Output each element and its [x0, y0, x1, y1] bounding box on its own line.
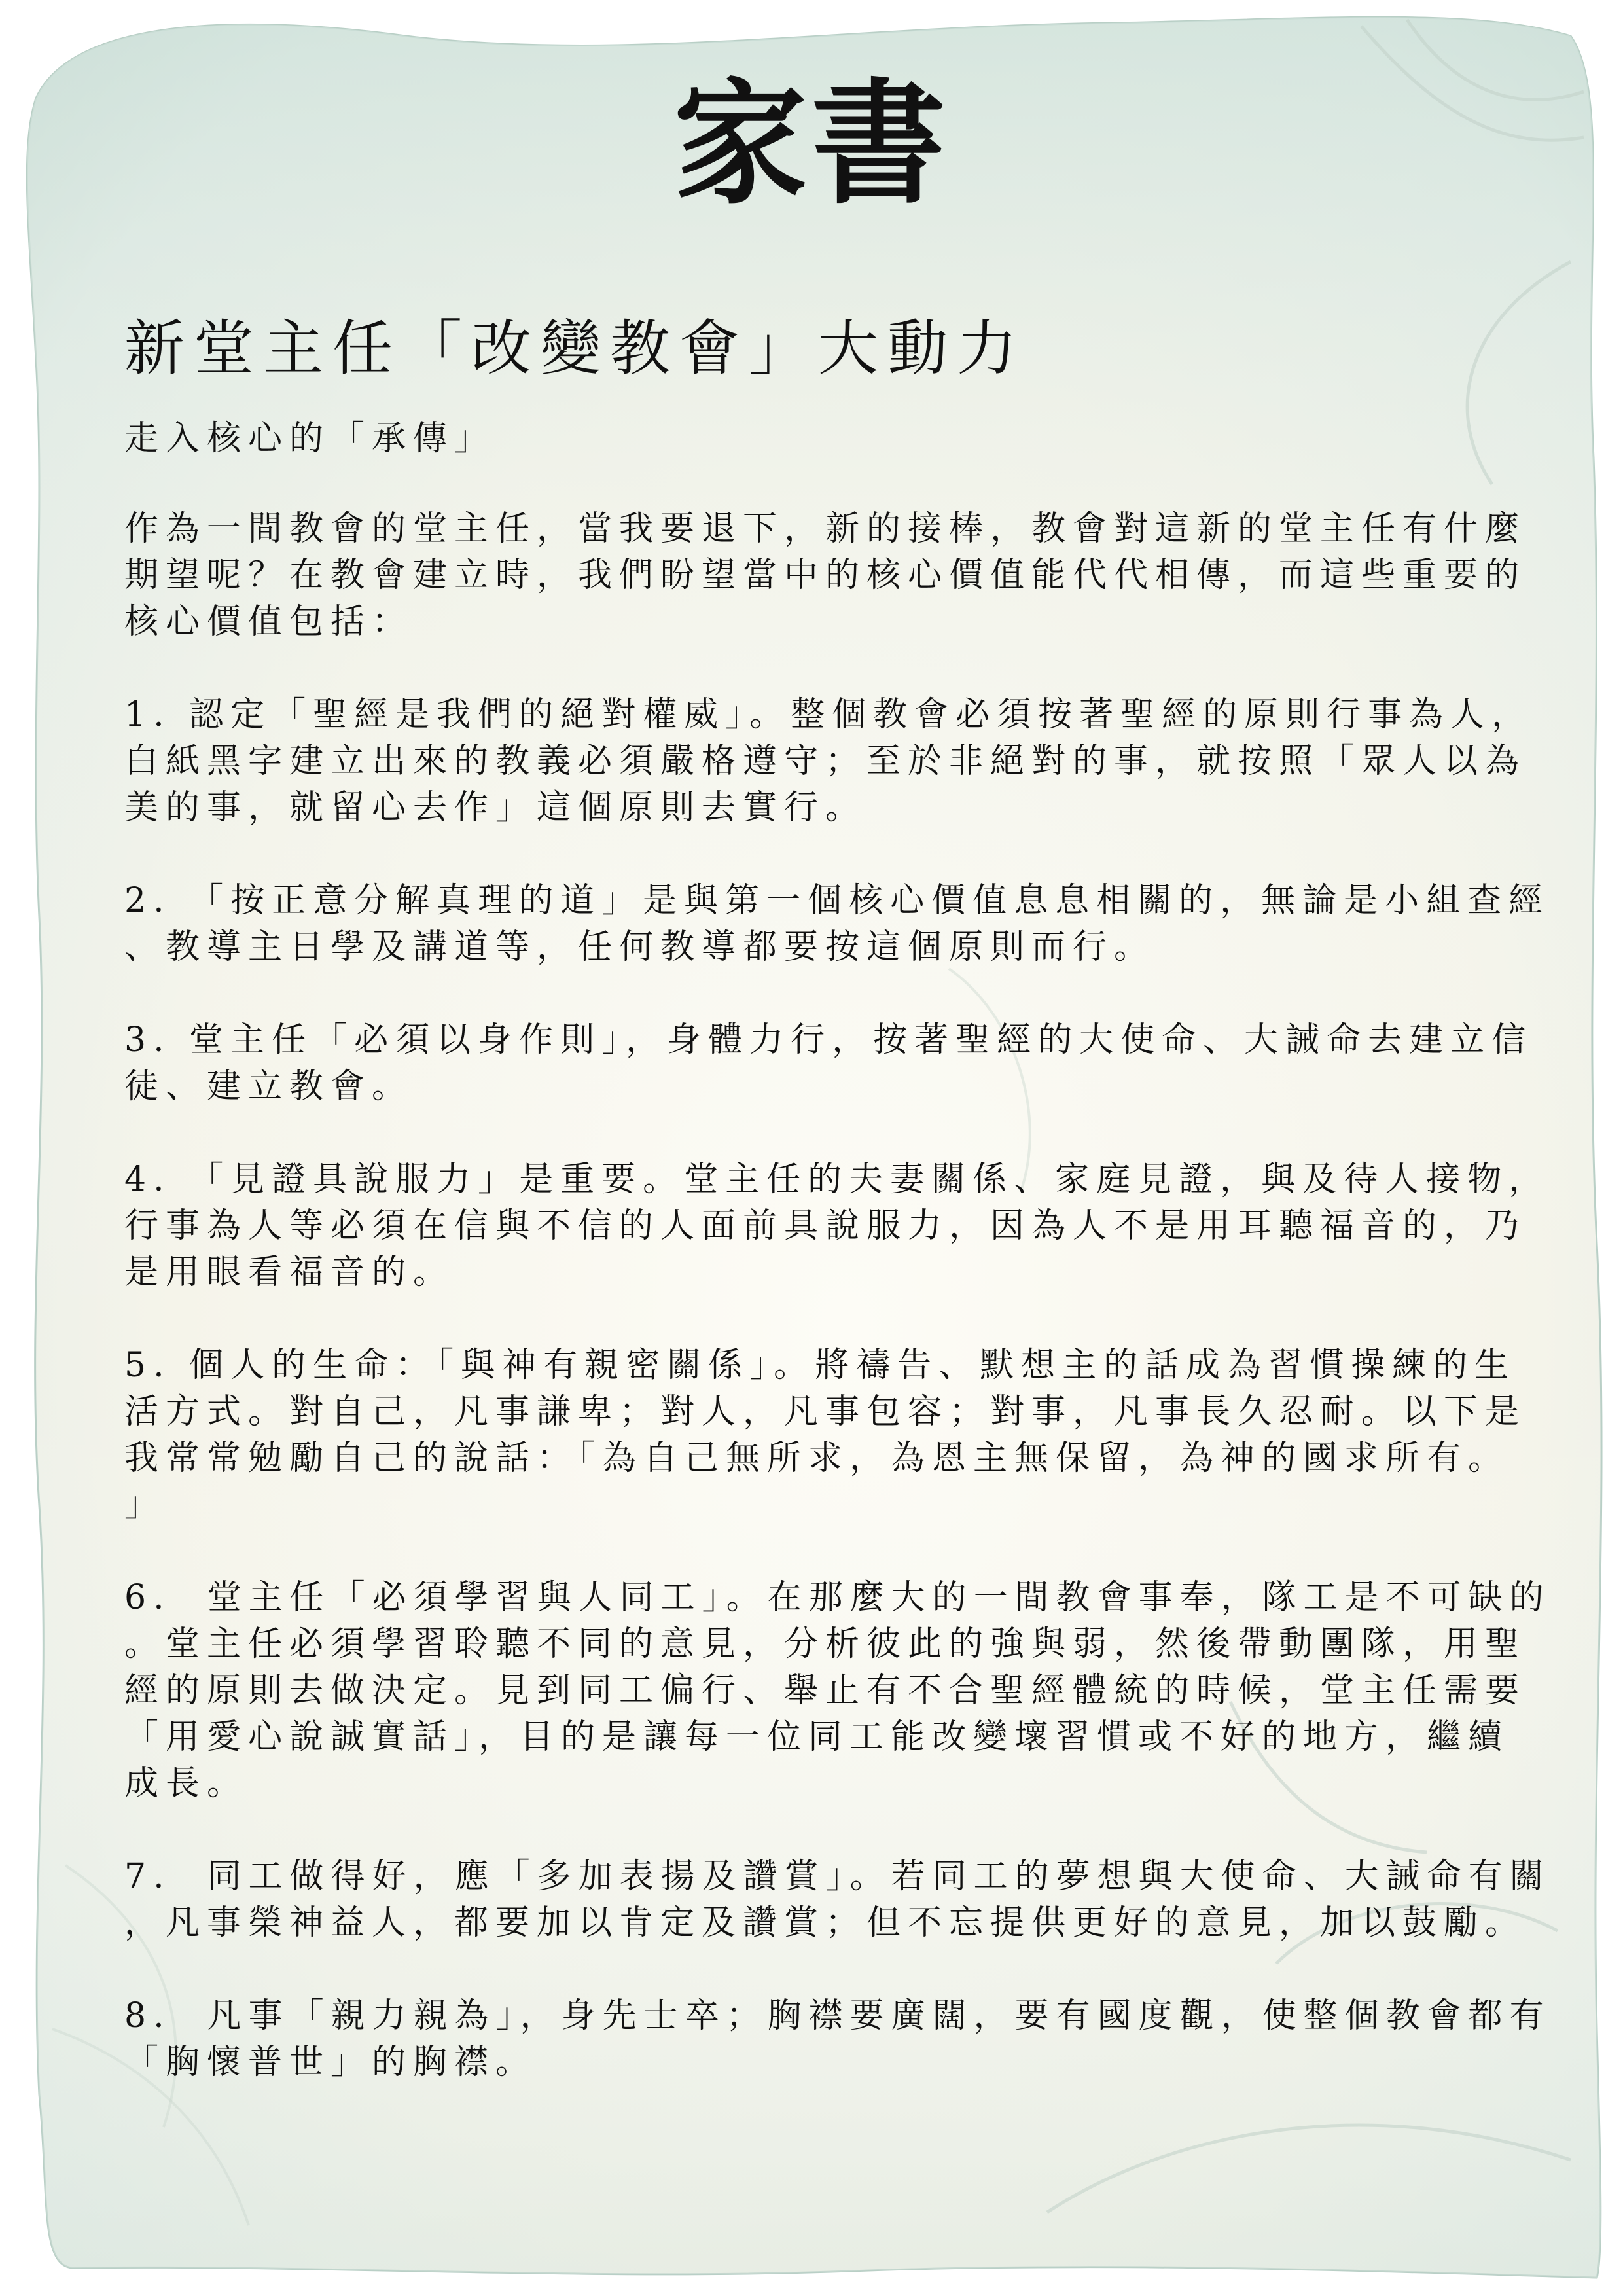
intro-paragraph: 作為一間教會的堂主任，當我要退下，新的接棒，教會對這新的堂主任有什麼 期望呢？在教會建立時，我們盼望當中的核心價值能代代相傳，而這些重要的 核心價值包括： [124, 509, 1527, 641]
list-item: 8. 凡事「親力親為」，身先士卒；胸襟要廣闊，要有國度觀，使整個教會都有 「胸懷普世」的胸襟。 [124, 1996, 1551, 2082]
list-item: 1. 認定「聖經是我們的絕對權威」。整個教會必須按著聖經的原則行事為人， 白紙黑字建立出來的教義必須嚴格遵守；至於非絕對的事，就按照「眾人以為 美的事，就留心去作」這個原則去實行。 [124, 695, 1533, 827]
list-item: 5. 個人的生命：「與神有親密關係」。將禱告、默想主的話成為習慣操練的生 活方式。對自己，凡事謙卑；對人，凡事包容；對事，凡事長久忍耐。以下是 我常常勉勵自己的說話：「為自己無所求，為恩主無保留，為神的國求所有。 」 [124, 1346, 1527, 1524]
list-item: 7. 同工做得好，應「多加表揚及讚賞」。若同工的夢想與大使命、大誡命有關 ，凡事榮神益人，都要加以肯定及讚賞；但不忘提供更好的意見，加以鼓勵。 [124, 1857, 1551, 1943]
letter-content [124, 0, 1551, 2296]
list-item: 6. 堂主任「必須學習與人同工」。在那麼大的一間教會事奉，隊工是不可缺的 。堂主任必須學習聆聽不同的意見，分析彼此的強與弱，然後帶動團隊，用聖 經的原則去做決定。見到同工偏行、舉止有不合聖經體統的時候，堂主任需要 「用愛心說誠實話」，目的是讓每一位同工能改變壞習慣或不好的地方，繼續 成長。 [124, 1578, 1551, 1803]
article-heading: 新堂主任「改變教會」大動力 [124, 314, 1027, 384]
list-item: 3. 堂主任「必須以身作則」，身體力行，按著聖經的大使命、大誡命去建立信 徒、建立教會。 [124, 1020, 1533, 1106]
page-title: 家書 [673, 65, 950, 223]
list-item: 2. 「按正意分解真理的道」是與第一個核心價值息息相關的，無論是小組查經 、教導主日學及講道等，任何教導都要按這個原則而行。 [124, 881, 1550, 967]
article-subheading: 走入核心的「承傳」 [124, 419, 496, 458]
list-item: 4. 「見證具說服力」是重要。堂主任的夫妻關係、家庭見證，與及待人接物， 行事為人等必須在信與不信的人面前具說服力，因為人不是用耳聽福音的，乃 是用眼看福音的。 [124, 1160, 1550, 1292]
